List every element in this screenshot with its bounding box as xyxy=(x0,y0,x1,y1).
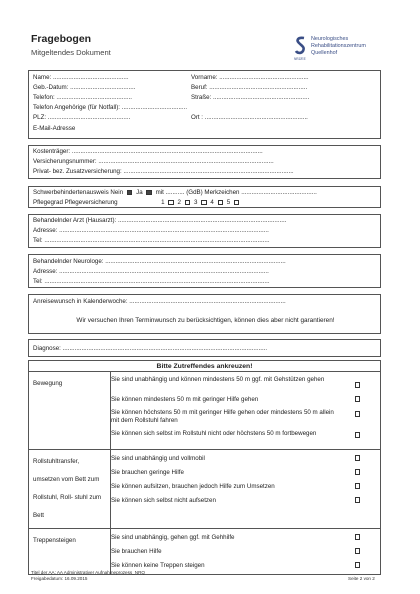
option-checkbox[interactable] xyxy=(355,455,361,461)
option-checkbox[interactable] xyxy=(355,497,361,503)
neurologe-tel-field[interactable]: Tel: ................................................................................................................................... xyxy=(33,278,270,285)
beruf-field[interactable]: Beruf: ......................................................... xyxy=(191,84,308,91)
option-row xyxy=(111,407,380,428)
name-field[interactable]: Name: ............................................ xyxy=(33,74,129,81)
option-row xyxy=(111,394,380,407)
option-checkbox[interactable] xyxy=(355,396,361,402)
page-number: Seite 2 von 2 xyxy=(348,576,375,581)
option-row xyxy=(111,546,380,560)
grade-5-checkbox[interactable] xyxy=(234,200,240,206)
option-checkbox[interactable] xyxy=(355,483,361,489)
option-checkbox[interactable] xyxy=(355,411,361,417)
option-text: Sie können keine Treppen steigen xyxy=(111,562,205,569)
option-checkbox[interactable] xyxy=(355,469,361,475)
neurologe-box xyxy=(28,254,381,288)
grade-5-label: 5 xyxy=(226,199,231,206)
versicherungsnummer-field[interactable]: Versicherungsnummer: ...................................................................................................... xyxy=(33,158,274,165)
option-row xyxy=(111,481,380,495)
pflegegrad-label: Pflegegrad Pflegeversicherung xyxy=(33,199,118,206)
option-text: Sie brauchen geringe Hilfe xyxy=(111,469,184,476)
option-checkbox[interactable] xyxy=(355,562,361,568)
option-text: Sie sind unabhängig und vollmobil xyxy=(111,455,205,462)
option-row xyxy=(111,532,380,546)
ja-checkbox[interactable] xyxy=(146,190,152,196)
logo-line-3: Quellenhof xyxy=(311,50,338,56)
option-text: Sie sind unabhängig und können mindestens 50 m ggf. mit Gehstützen gehen xyxy=(111,376,325,383)
grade-3-checkbox[interactable] xyxy=(201,200,207,206)
neurologe-field[interactable]: Behandelnder Neurologe: ......................................................................................................... xyxy=(33,258,286,265)
grade-1-label: 1 xyxy=(161,199,165,206)
privatversicherung-field[interactable]: Privat- bez. Zusatzversicherung: ................................................................................................... xyxy=(33,168,294,175)
option-checkbox[interactable] xyxy=(355,382,361,388)
footer-date: Freigabedatum: 16.09.2015 xyxy=(31,576,88,581)
table-row xyxy=(29,529,381,575)
hausarzt-adresse-field[interactable]: Adresse: .......................................................................................................................... xyxy=(33,227,269,234)
insurance-box xyxy=(28,145,381,179)
geb-datum-field[interactable]: Geb.-Datum: ...................................... xyxy=(33,84,136,91)
disability-box xyxy=(28,186,381,208)
grade-4-label: 4 xyxy=(210,199,214,206)
plz-field[interactable]: PLZ: ................................................ xyxy=(33,114,131,121)
option-text: Sie können sich selbst nicht aufsetzen xyxy=(111,497,216,504)
options-treppensteigen xyxy=(111,529,381,575)
nein-checkbox[interactable] xyxy=(127,190,133,196)
strasse-field[interactable]: Straße: ........................................................ xyxy=(191,94,310,101)
assessment-table xyxy=(28,360,381,575)
telefon-field[interactable]: Telefon: ............................................ xyxy=(33,94,133,101)
option-row xyxy=(111,453,380,467)
clinic-logo xyxy=(294,36,404,62)
option-row xyxy=(111,560,380,574)
option-row xyxy=(111,467,380,481)
logo-small-text: NRZ/EE xyxy=(294,57,306,61)
option-row xyxy=(111,372,380,394)
page-title: Fragebogen xyxy=(31,33,92,45)
option-text: Sie können sich selbst im Rollstuhl nicht oder höchstens 50 m fortbewegen xyxy=(111,430,317,437)
footer xyxy=(31,570,145,582)
hausarzt-tel-field[interactable]: Tel: ................................................................................................................................... xyxy=(33,237,270,244)
vorname-field[interactable]: Vorname: .................................................... xyxy=(191,74,309,81)
option-text: Sie sind unabhängig, gehen ggf. mit Gehhilfe xyxy=(111,534,235,541)
option-checkbox[interactable] xyxy=(355,432,361,438)
hausarzt-field[interactable]: Behandelnder Arzt (Hausarzt): .................................................................................................. xyxy=(33,217,287,224)
option-text: Sie können höchstens 50 m mit geringer Hilfe gehen oder mindestens 50 m allein mit dem Rollstuhl fahren xyxy=(111,409,334,424)
category-rollstuhltransfer: Rollstuhltransfer, umsetzen vom Bett zum Rollstuhl, Roll- stuhl zum Bett xyxy=(29,450,111,529)
grade-1-checkbox[interactable] xyxy=(168,200,174,206)
option-row xyxy=(111,495,380,509)
anreise-note: Wir versuchen Ihren Terminwunsch zu berücksichtigen, können dies aber nicht garantieren! xyxy=(76,317,335,324)
footer-title: Titel der AA: AA Administrativer Aufnahmeprozess_NRQ xyxy=(31,570,145,575)
diagnose-field[interactable]: Diagnose: ....................................................................................................................... xyxy=(33,345,268,352)
personal-data-box xyxy=(28,70,381,139)
email-field[interactable]: E-Mail-Adresse xyxy=(33,125,76,132)
option-text: Sie können aufsitzen, brauchen jedoch Hilfe zum Umsetzen xyxy=(111,483,275,490)
anreise-field[interactable]: Anreisewunsch in Kalenderwoche: ........................................................................................... xyxy=(33,298,286,305)
logo-mark-icon xyxy=(294,36,308,56)
logo-line-2: Rehabilitationszentrum xyxy=(311,43,366,49)
logo-line-1: Neurologisches xyxy=(311,36,349,42)
table-row xyxy=(29,450,381,529)
neurologe-adresse-field[interactable]: Adresse: .......................................................................................................................... xyxy=(33,268,269,275)
option-checkbox[interactable] xyxy=(355,548,361,554)
anreise-box xyxy=(28,294,381,334)
gdb-field[interactable]: mit ........... (GdB) Merkzeichen ............................................ xyxy=(155,189,317,196)
grade-2-checkbox[interactable] xyxy=(185,200,191,206)
table-heading: Bitte Zutreffendes ankreuzen! xyxy=(29,361,381,372)
category-treppensteigen: Treppensteigen xyxy=(29,529,111,575)
ort-field[interactable]: Ort : ............................................................ xyxy=(191,114,308,121)
grade-2-label: 2 xyxy=(177,199,181,206)
diagnose-box xyxy=(28,339,381,357)
pflegegrad-row xyxy=(33,199,241,206)
option-row xyxy=(111,428,380,449)
page-subtitle: Mitgeltendes Dokument xyxy=(31,48,111,57)
grade-4-checkbox[interactable] xyxy=(218,200,224,206)
options-rollstuhltransfer xyxy=(111,450,381,529)
ja-label: Ja xyxy=(136,189,143,196)
telefon-angehoerige-field[interactable]: Telefon Angehörige (für Notfall): ...................................... xyxy=(33,104,188,111)
hausarzt-box xyxy=(28,214,381,248)
option-checkbox[interactable] xyxy=(355,534,361,540)
option-text: Sie können mindestens 50 m mit geringer Hilfe gehen xyxy=(111,396,259,403)
option-text: Sie brauchen Hilfe xyxy=(111,548,162,555)
schwerbehinderung-row xyxy=(33,189,317,196)
options-bewegung xyxy=(111,372,381,450)
schwerbehinderung-label: Schwerbehindertenausweis Nein xyxy=(33,189,124,196)
kostentraeger-field[interactable]: Kostenträger: ............................................................................................................... xyxy=(33,148,263,155)
grade-3-label: 3 xyxy=(193,199,198,206)
category-bewegung: Bewegung xyxy=(29,372,111,450)
table-row xyxy=(29,372,381,450)
